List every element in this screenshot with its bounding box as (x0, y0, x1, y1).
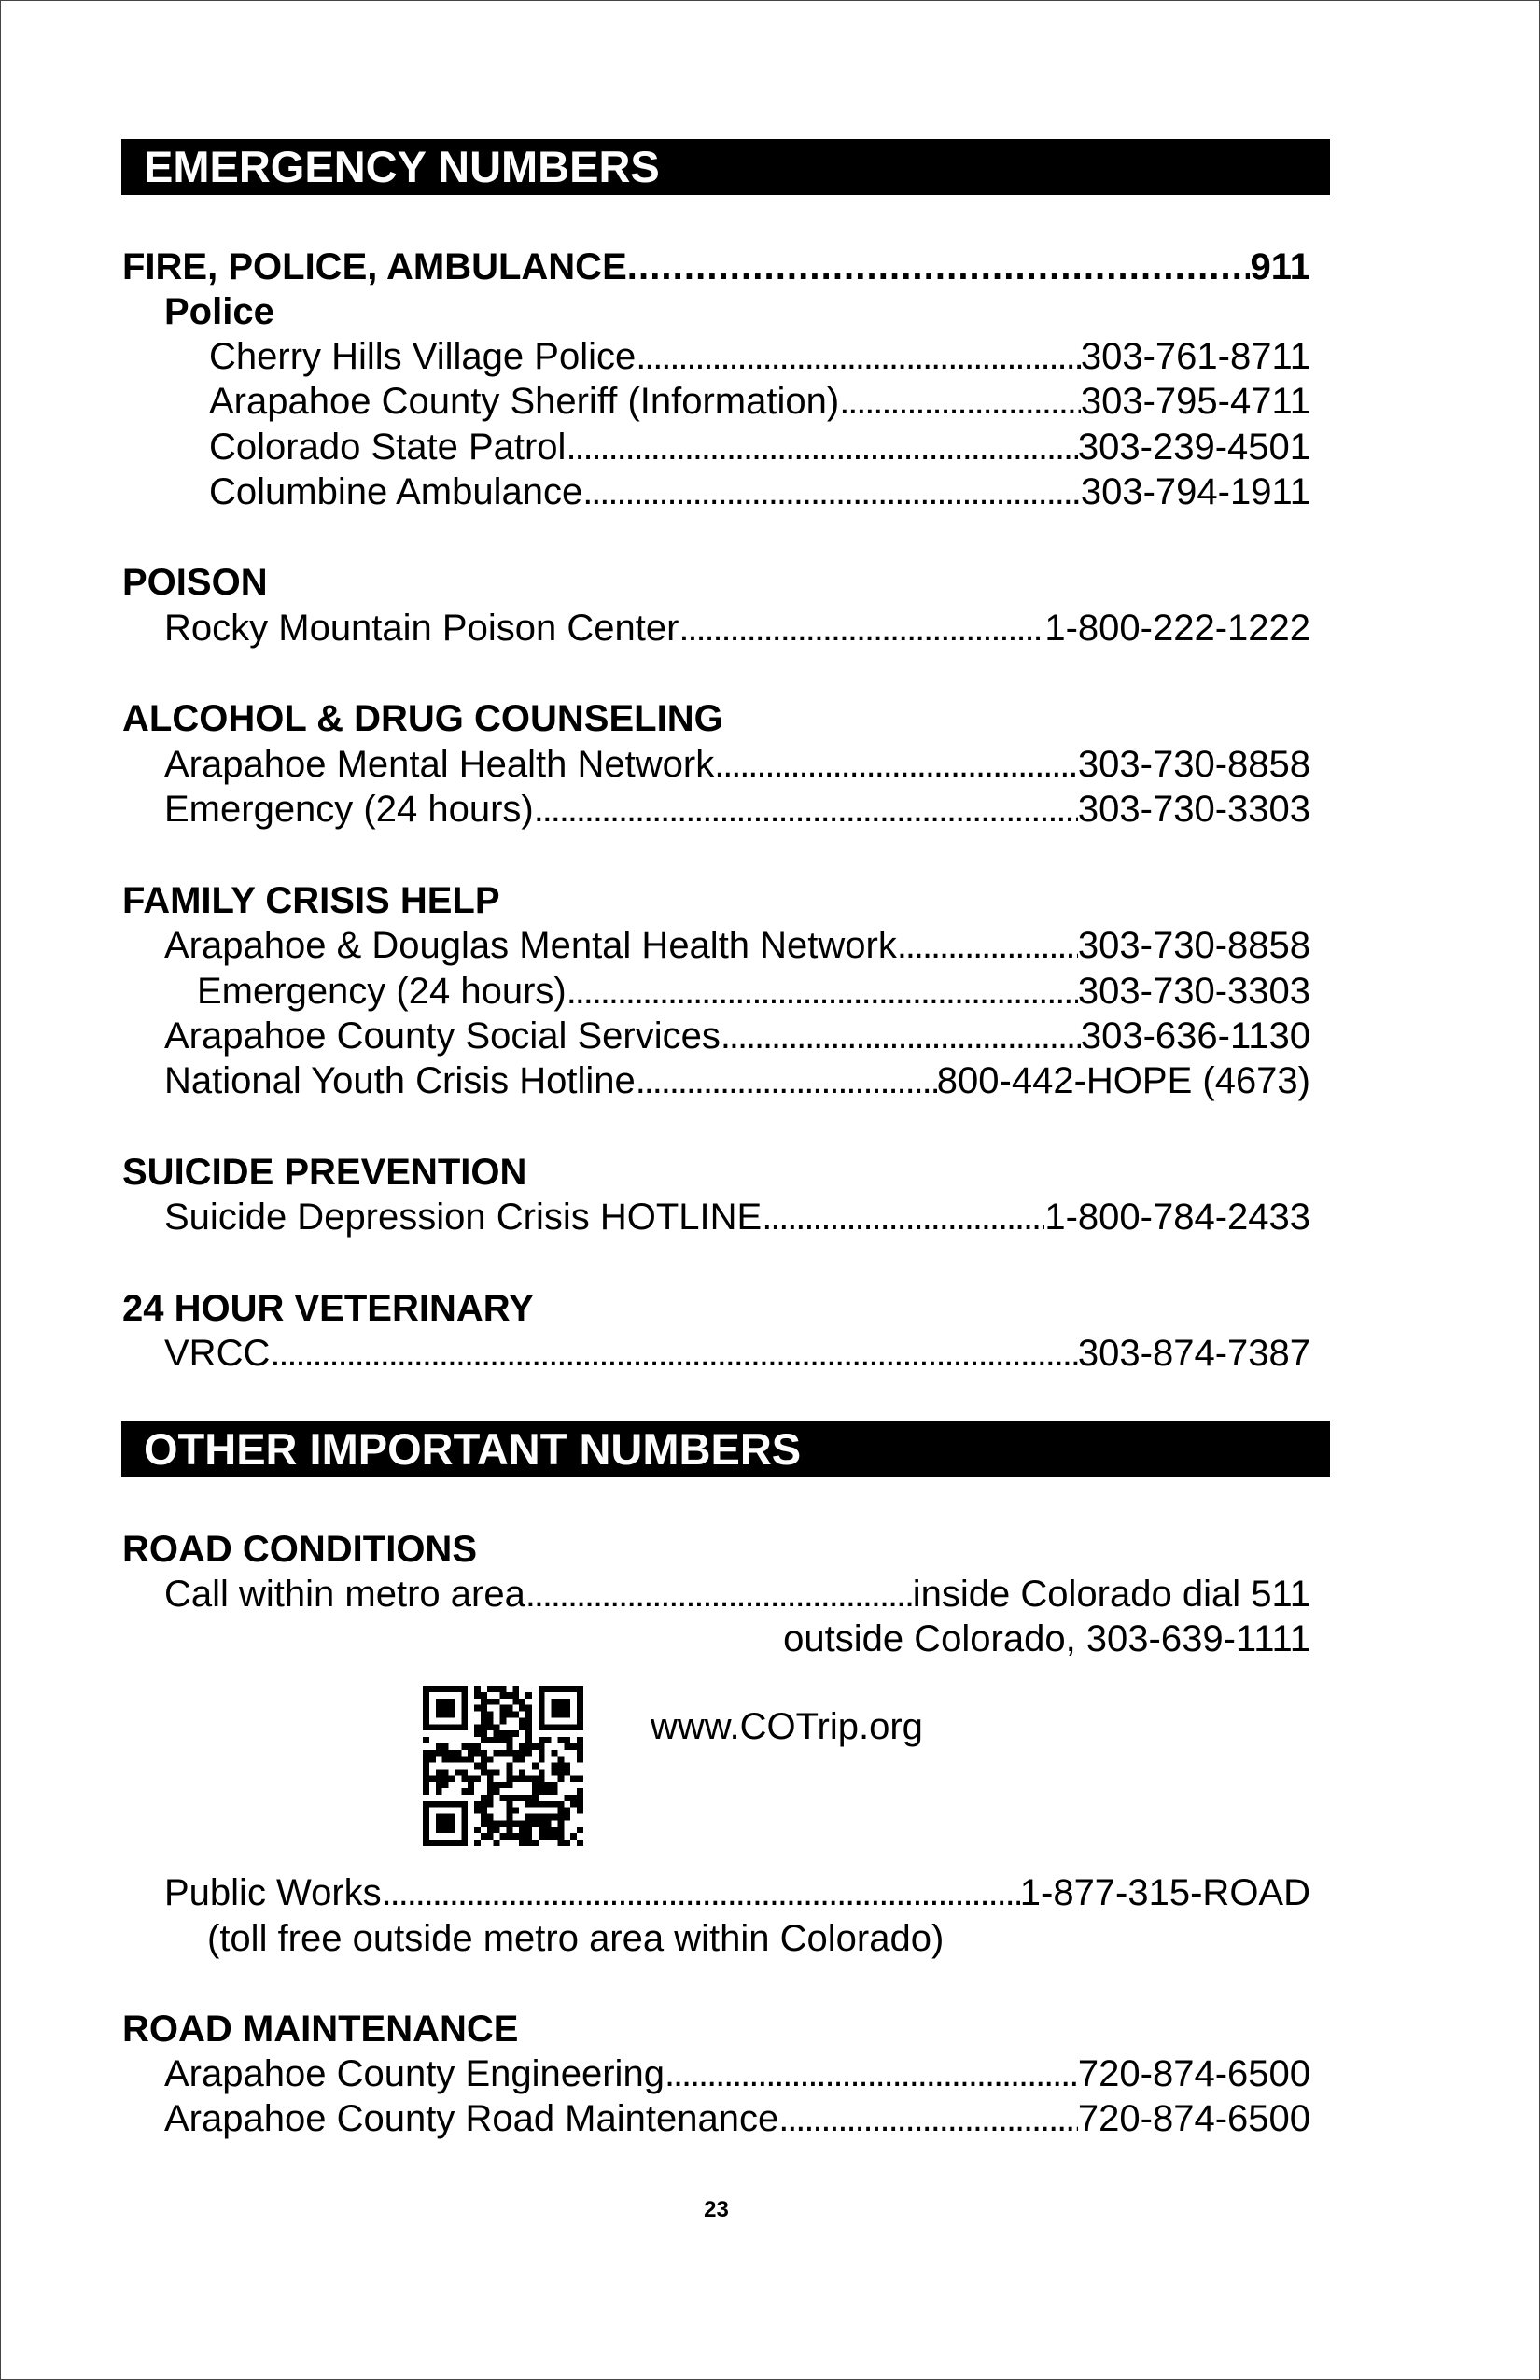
entry-label: Cherry Hills Village Police (209, 336, 637, 377)
list-item (164, 606, 1310, 651)
entry-number: 1-877-315-ROAD (1019, 1872, 1310, 1913)
dot-leader (665, 2051, 1078, 2096)
entry-label: Arapahoe County Sheriff (Information) (209, 381, 840, 422)
list-item (164, 742, 1310, 787)
section-title: OTHER IMPORTANT NUMBERS (144, 1424, 802, 1474)
entry-label: Colorado State Patrol (209, 427, 567, 468)
entry-number: 1-800-222-1222 (1044, 608, 1310, 649)
dot-leader (566, 425, 1077, 469)
dot-leader (721, 1014, 1081, 1058)
police-heading: Police (164, 291, 274, 332)
entry-number: 1-800-784-2433 (1044, 1197, 1310, 1238)
dot-leader (567, 969, 1078, 1014)
list-item (197, 969, 1310, 1014)
dot-leader (839, 379, 1081, 424)
entry-number: 303-239-4501 (1077, 427, 1310, 468)
poison-heading: POISON (122, 562, 268, 603)
dot-leader (525, 1572, 913, 1617)
page-number: 23 (704, 2197, 729, 2222)
list-item (209, 469, 1310, 514)
dot-leader (714, 742, 1078, 787)
list-item (164, 923, 1310, 968)
suicide-prevention-heading: SUICIDE PREVENTION (122, 1152, 527, 1193)
list-item (164, 1058, 1310, 1103)
veterinary-heading: 24 HOUR VETERINARY (122, 1288, 534, 1329)
entry-label: Emergency (24 hours) (164, 789, 534, 830)
list-item (164, 1331, 1310, 1376)
dot-leader (582, 469, 1081, 514)
family-crisis-heading: FAMILY CRISIS HELP (122, 880, 500, 921)
other-numbers-banner (121, 1421, 1330, 1477)
qr-code-icon (423, 1686, 583, 1846)
list-item (209, 425, 1310, 469)
section-title: EMERGENCY NUMBERS (144, 142, 660, 191)
entry-label: Public Works (164, 1872, 382, 1913)
list-item (164, 787, 1310, 832)
public-works-row (164, 1870, 1310, 1915)
entry-number: 303-730-3303 (1077, 789, 1310, 830)
road-maintenance-heading: ROAD MAINTENANCE (122, 2009, 519, 2050)
dot-leader (778, 2096, 1078, 2141)
entry-number: 303-636-1130 (1080, 1015, 1310, 1057)
entry-number: 911 (1250, 246, 1310, 287)
list-item (164, 1195, 1310, 1239)
toll-free-note: (toll free outside metro area within Colorado) (207, 1918, 945, 1959)
cotrip-website-link[interactable]: www.COTrip.org (651, 1706, 923, 1747)
entry-label: National Youth Crisis Hotline (164, 1060, 636, 1101)
entry-label: FIRE, POLICE, AMBULANCE (122, 246, 627, 287)
dot-leader (762, 1195, 1044, 1239)
dot-leader (636, 1058, 937, 1103)
entry-label: Arapahoe County Engineering (164, 2053, 665, 2094)
list-item (164, 2051, 1310, 2096)
entry-number: 303-730-3303 (1077, 971, 1310, 1012)
dot-leader (627, 245, 1251, 289)
dot-leader (382, 1870, 1020, 1915)
entry-number: 800-442-HOPE (4673) (936, 1060, 1310, 1101)
entry-label: Arapahoe County Social Services (164, 1015, 721, 1057)
road-conditions-heading: ROAD CONDITIONS (122, 1529, 477, 1570)
list-item (164, 1014, 1310, 1058)
entry-label: Arapahoe Mental Health Network (164, 744, 715, 785)
entry-number: 303-794-1911 (1080, 471, 1310, 512)
entry-label: Columbine Ambulance (209, 471, 583, 512)
dot-leader (679, 606, 1044, 651)
entry-number: 303-761-8711 (1080, 336, 1310, 377)
alcohol-drug-heading: ALCOHOL & DRUG COUNSELING (122, 698, 723, 739)
entry-number: 303-730-8858 (1077, 744, 1310, 785)
list-item (209, 379, 1310, 424)
entry-label: Arapahoe & Douglas Mental Health Network (164, 925, 897, 966)
entry-number: 720-874-6500 (1077, 2098, 1310, 2139)
dot-leader (897, 923, 1078, 968)
entry-label: Suicide Depression Crisis HOTLINE (164, 1197, 763, 1238)
list-item (164, 2096, 1310, 2141)
entry-number: 303-730-8858 (1077, 925, 1310, 966)
entry-label: VRCC (164, 1333, 271, 1374)
emergency-numbers-banner (121, 139, 1330, 195)
fire-police-ambulance-row (122, 245, 1310, 289)
dot-leader (534, 787, 1078, 832)
entry-number: 303-874-7387 (1077, 1333, 1310, 1374)
entry-label: Call within metro area (164, 1574, 525, 1615)
dot-leader (270, 1331, 1078, 1376)
entry-number: inside Colorado dial 511 (912, 1574, 1310, 1615)
entry-number: 303-795-4711 (1080, 381, 1310, 422)
outside-colorado-text: outside Colorado, 303-639-1111 (783, 1618, 1310, 1659)
dot-leader (636, 334, 1081, 379)
entry-label: Arapahoe County Road Maintenance (164, 2098, 779, 2139)
entry-label: Emergency (24 hours) (197, 971, 567, 1012)
entry-label: Rocky Mountain Poison Center (164, 608, 679, 649)
entry-number: 720-874-6500 (1077, 2053, 1310, 2094)
call-metro-row (164, 1572, 1310, 1617)
list-item (209, 334, 1310, 379)
